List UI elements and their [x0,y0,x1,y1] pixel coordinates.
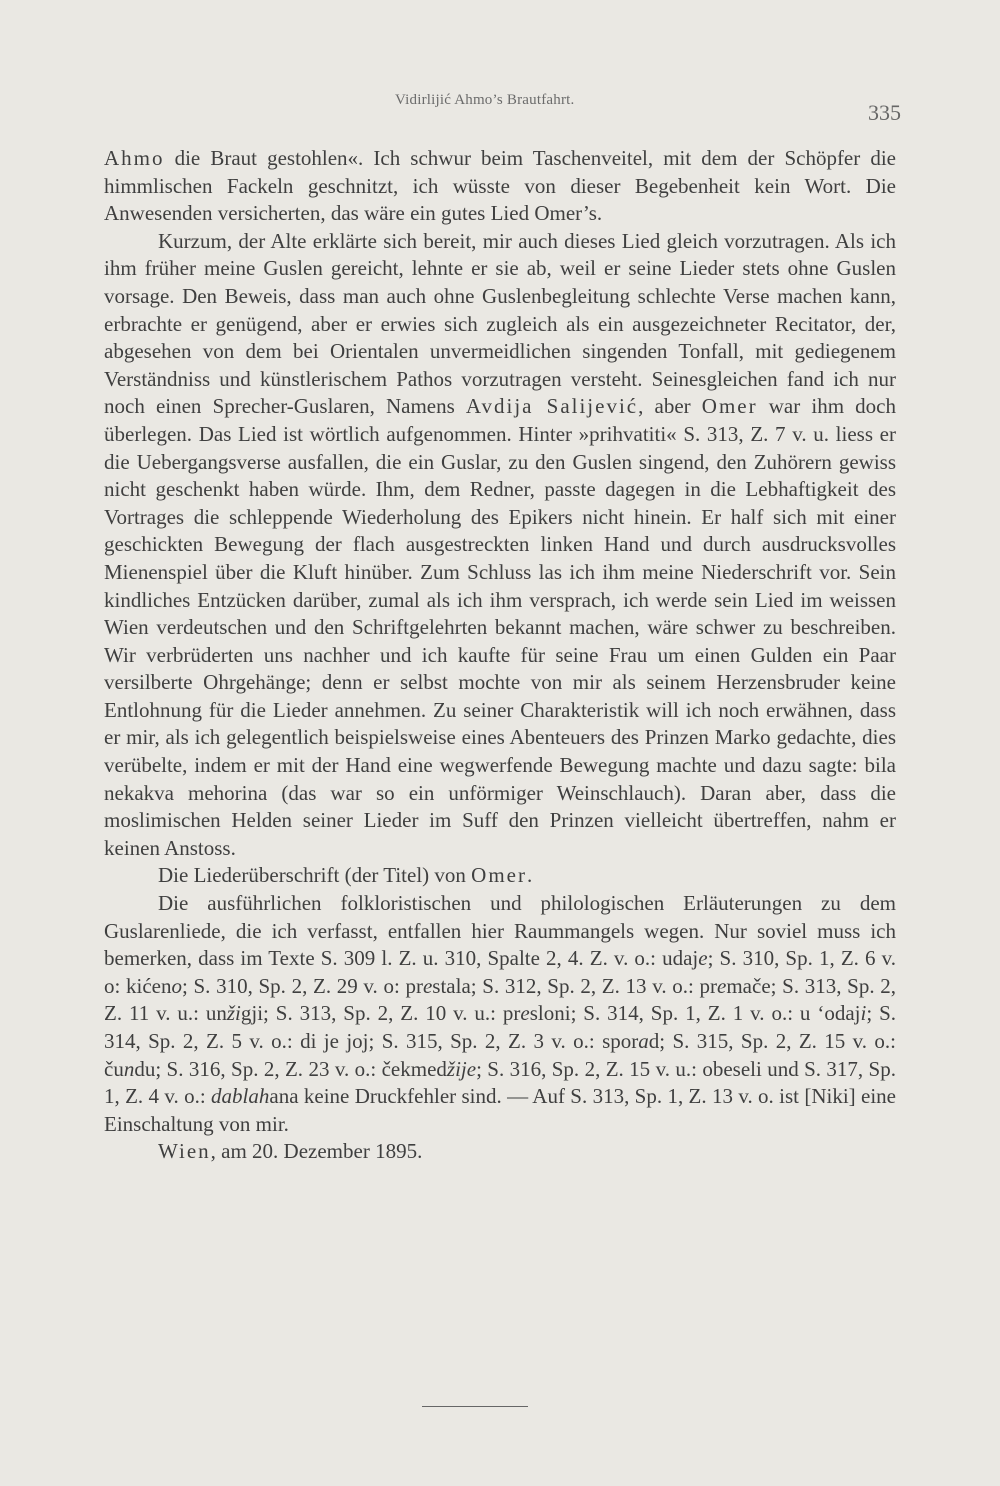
running-title: Vidirlijić Ahmo’s Brautfahrt. [395,92,575,108]
paragraph-text: ; S. 316, Sp. 2, Z. 15 v. u.: obeseli und S. 317, Sp. 1, Z. 4 v. o.: [104,1056,896,1109]
paragraph-text: gji; S. 313, Sp. 2, Z. 10 v. u.: pr [240,1001,521,1026]
italic-correction: i [860,1001,867,1026]
paragraph-text: Kurzum, der Alte erklärte sich bereit, mir auch dieses Lied gleich vorzutragen. Als ich ihm früher meine Guslen gereicht, lehnte er sie ab, weil er seine Lieder stets ohne Guslen vorsage. Den Beweis, dass man auch ohne Guslenbegleitung schlechte Verse machen kann, erbrachte er genügend, aber er erwies sich zugleich als ein ausgezeichneter Recitator, der, abgesehen von dem bei Orientalen unvermeidlichen singenden Tonfall, mit gediegenem Verständniss und künstlerischem Pathos vorzutragen versteht. Seinesgleichen fand ich nur noch einen Sprecher-Guslaren, Namens [104,228,896,419]
paragraph-text: ; S. 314, Sp. 2, Z. 5 v. o.: di je joj; S. 315, Sp. 2, Z. 3 v. o.: spor [104,1001,896,1053]
paragraph-text: ana keine Druckfehler sind. — Auf S. 313, Sp. 1, Z. 13 v. o. ist [Niki] eine Einschaltung von mir. [104,1084,896,1136]
paragraph-1 [104,145,896,228]
person-name: Ahmo [104,146,165,170]
paragraph-text: d; S. 315, Sp. 2, Z. 15 v. o.: ču [104,1029,896,1081]
italic-correction: žije [446,1056,477,1081]
italic-correction: n [123,1056,135,1081]
body-text [104,145,896,1166]
italic-correction: e [422,973,433,998]
place-name: Wien [158,1139,211,1164]
paragraph-text: ; S. 310, Sp. 2, Z. 29 v. o: pr [181,973,423,998]
paragraph-text: Die ausführlichen folkloristischen und philologischen Erläuterungen zu dem Guslarenliede, die ich verfasst, entfallen hier Raummangels wegen. Nur soviel muss ich bemerken, dass im Texte S. 309 l. Z. u. 310, Spalte 2, 4. Z. v. o.: udaj [104,891,896,971]
italic-correction: e [717,973,727,998]
person-name: Avdija Salijević [465,394,639,419]
italic-correction: e [520,1001,530,1026]
paragraph-text: mače; S. 313, Sp. 2, Z. 11 v. u.: un [104,973,896,1026]
paragraph-text: Die Liederüberschrift (der Titel) von [158,863,472,888]
paragraph-text: . [527,863,533,888]
paragraph-text: stala; S. 312, Sp. 2, Z. 13 v. o.: pr [432,973,718,998]
paragraph-text: ; S. 310, Sp. 1, Z. 6 v. o: kićen [104,946,896,998]
paragraph-text: du; S. 316, Sp. 2, Z. 23 v. o.: čekmed [134,1056,447,1081]
end-rule [422,1406,528,1407]
paragraph-text: , aber [638,394,702,419]
italic-correction: a [638,1029,649,1053]
paragraph-3 [104,862,896,890]
closing-dateline [104,1138,896,1166]
paragraph-4 [104,890,896,1138]
italic-correction: o [171,973,182,998]
person-name: Omer [471,863,527,888]
paragraph-text: war ihm doch überlegen. Das Lied ist wörtlich aufgenommen. Hinter »prihvatiti« S. 313, Z. 7 v. u. liess er die Uebergangsverse ausfallen, die ein Guslar, zu den Guslen singend, den Zuhörern gewiss nicht geschenkt haben würde. Ihm, dem Redner, passte dagegen in die Lebhaftigkeit des Vortrages die schleppende Wiederholung des Epikers nicht hinein. Er half sich mit einer geschickten Bewegung der flach ausgestreckten linken Hand und durch ausdrucksvolles Mienenspiel über die Kluft hinüber. Zum Schluss las ich ihm meine Niederschrift vor. Sein kindliches Entzücken darüber, zumal als ich ihm versprach, ich werde sein Lied im weissen Wien verdeutschen und den Schriftgelehrten bekannt machen, wäre schwer zu beschreiben. Wir verbrüderten uns nachher und ich kaufte für seine Frau um einen Gulden ein Paar versilberte Ohrgehänge; denn er selbst mochte von mir als seinem Herzensbruder keine Entlohnung für die Lieder annehmen. Zu seiner Charakteristik will ich noch erwähnen, dass er mir, als ich gelegentlich beispielsweise eines Abenteuers des Prinzen Marko gedachte, dies verübelte, indem er mit der Hand eine wegwerfende Bewegung machte und dazu sagte: bila nekakva mehorina (das war so ein unförmiger Weinschlauch). Daran aber, dass die moslimischen Helden seiner Lieder im Suff den Prinzen vielleicht übertreffen, nahm er keinen Anstoss. [104,394,896,860]
paragraph-text: sloni; S. 314, Sp. 1, Z. 1 v. o.: u ‘odaj [529,1001,861,1026]
paragraph-text: die Braut gestohlen«. Ich schwur beim Taschenveitel, mit dem der Schöpfer die himmlischen Fackeln geschnitzt, ich wüsste von dieser Begebenheit kein Wort. Die Anwesenden versicherten, das wäre ein gutes Lied Omer’s. [104,146,896,226]
italic-correction: e [698,946,708,971]
paragraph-2 [104,228,896,863]
dateline-text: , am 20. Dezember 1895. [210,1139,423,1164]
italic-correction: ži [226,1001,241,1026]
person-name: Omer [701,394,758,419]
page-number: 335 [868,100,901,125]
italic-correction: dablah [211,1084,270,1109]
